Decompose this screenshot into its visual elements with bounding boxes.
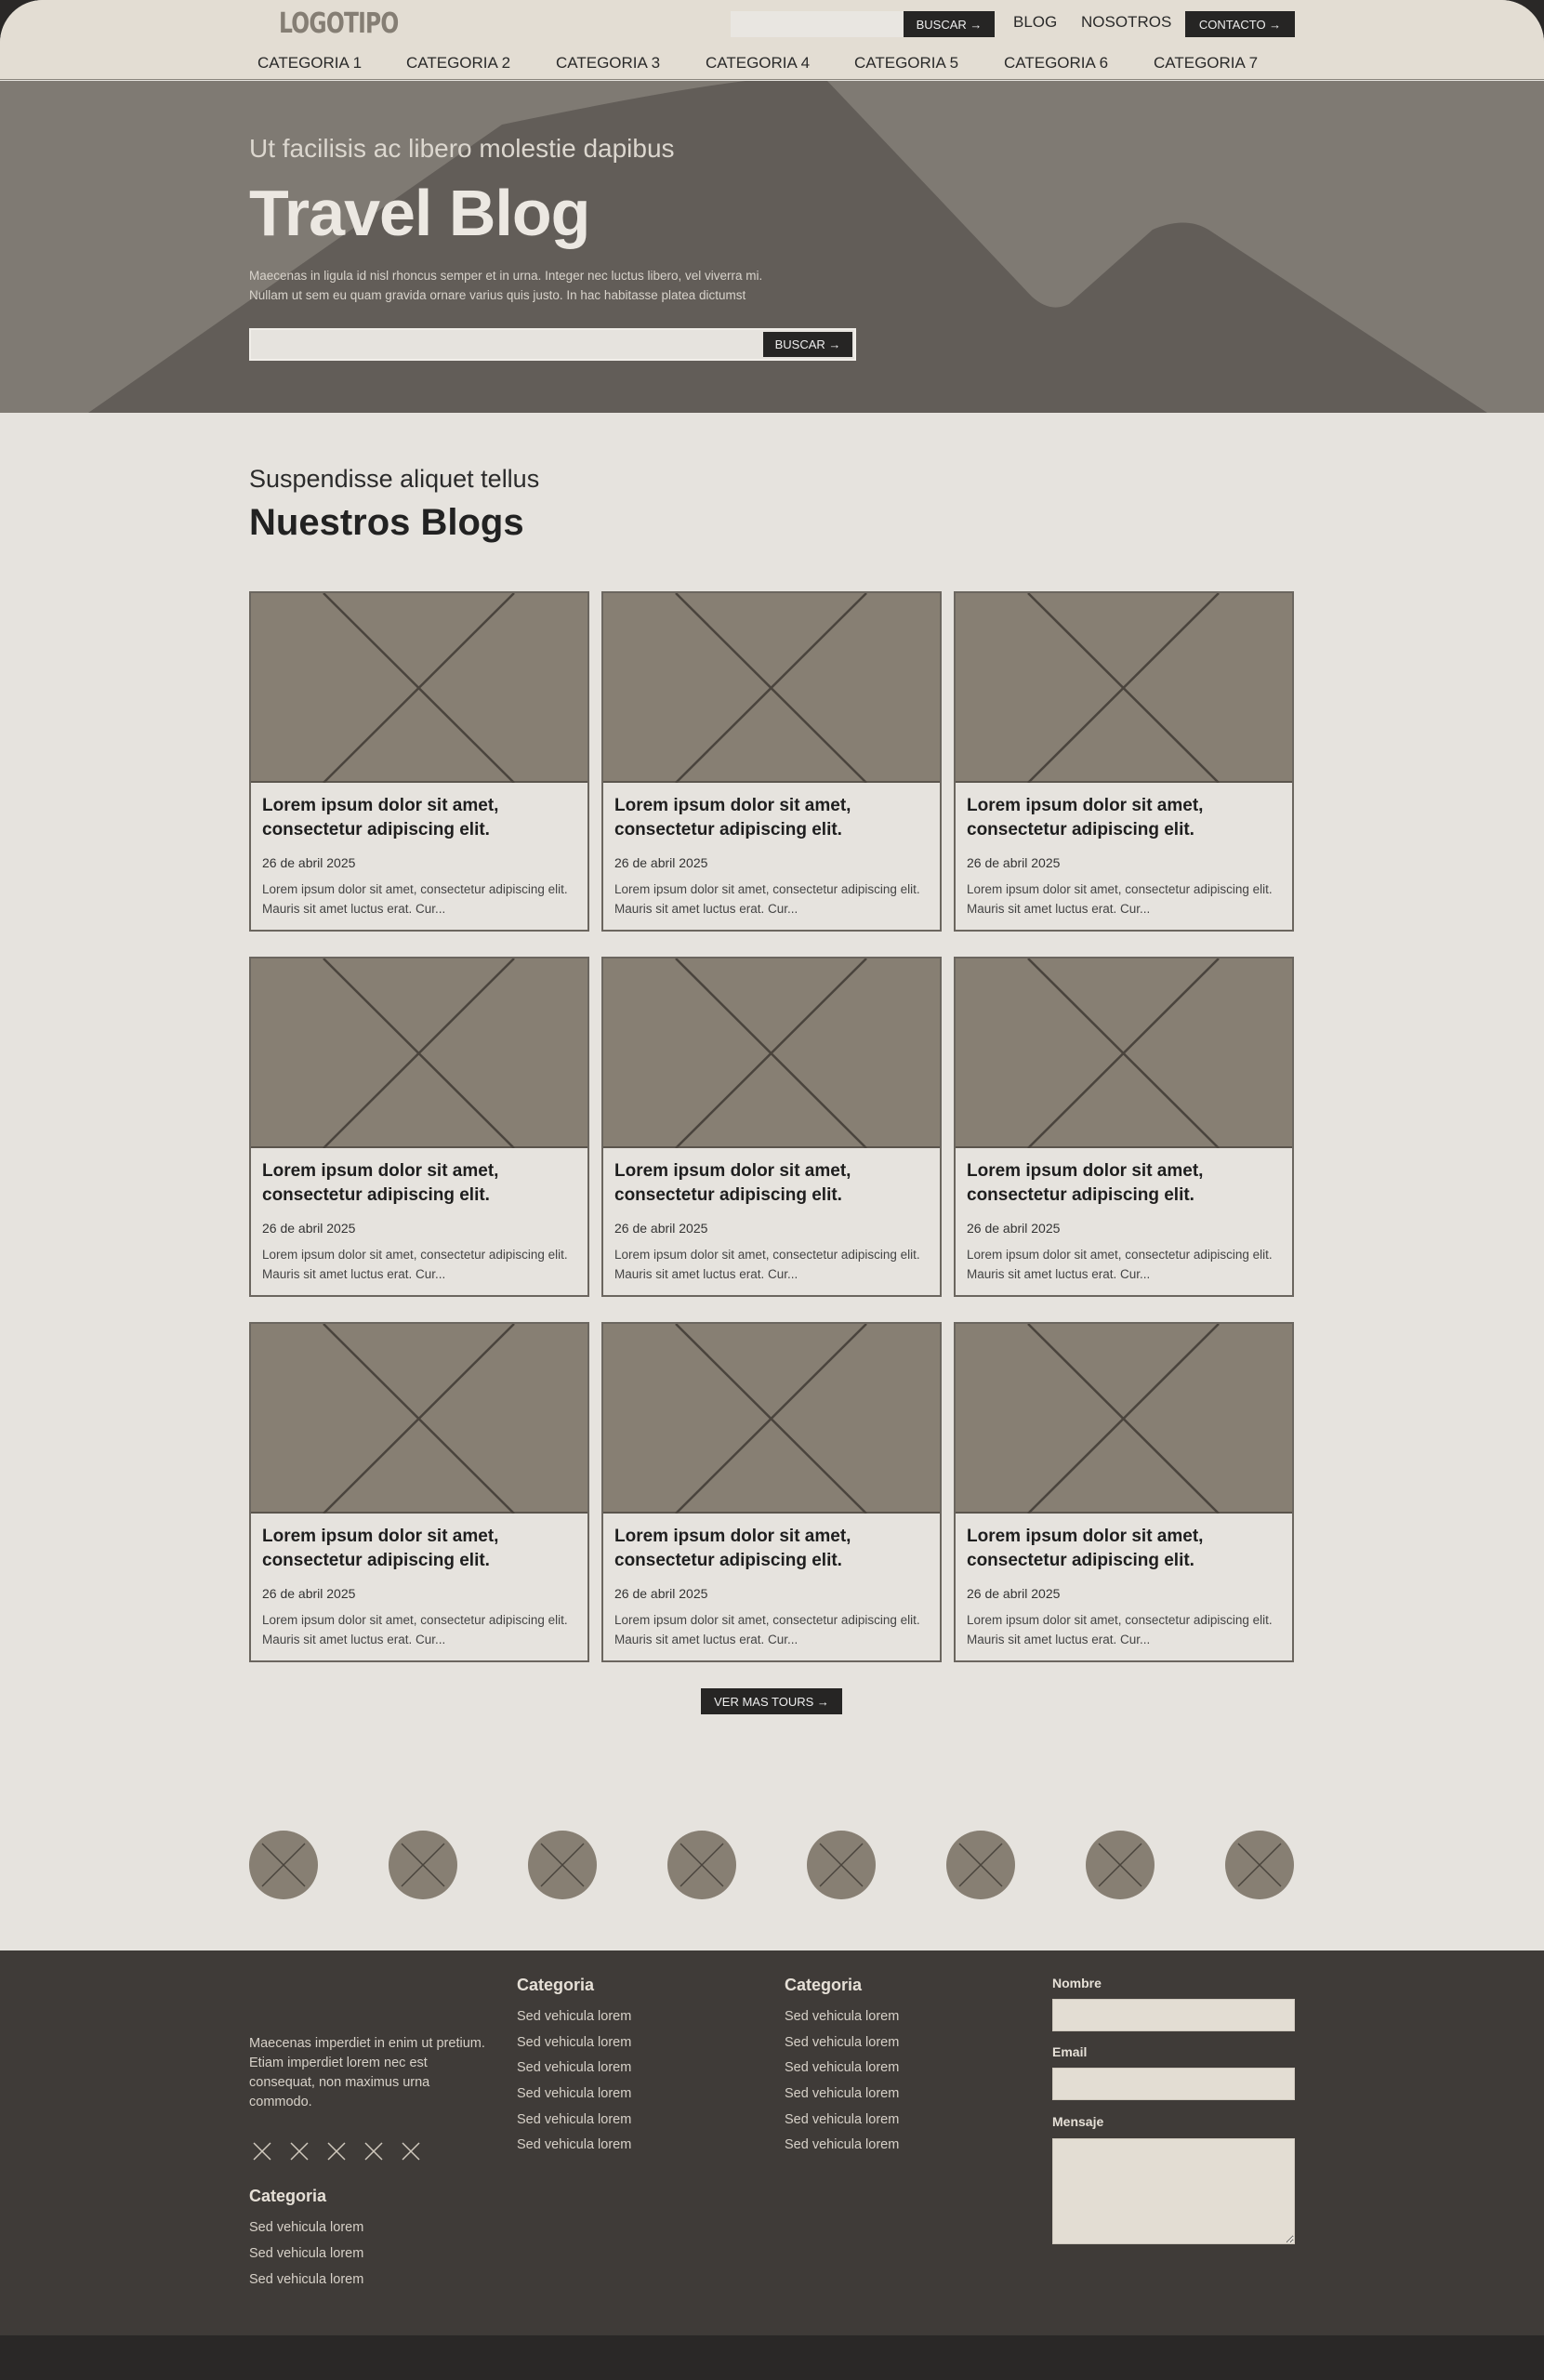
footer-link[interactable]: Sed vehicula lorem [785, 2086, 900, 2101]
card-date: 26 de abril 2025 [262, 1586, 356, 1601]
card-image-placeholder [603, 959, 940, 1148]
category-nav-1[interactable]: CATEGORIA 1 [257, 54, 363, 72]
card-excerpt: Lorem ipsum dolor sit amet, consectetur adipiscing elit. Mauris sit amet luctus erat. Cur... [614, 1248, 920, 1281]
card-excerpt: Lorem ipsum dolor sit amet, consectetur adipiscing elit. Mauris sit amet luctus erat. Cur... [614, 1613, 920, 1646]
hero-title: Travel Blog [249, 177, 590, 249]
footer-link[interactable]: Sed vehicula lorem [517, 2060, 632, 2075]
circle-image-placeholder[interactable] [528, 1831, 597, 1899]
card-title[interactable]: Lorem ipsum dolor sit amet, consectetur adipiscing elit. [614, 1161, 851, 1205]
card-image-placeholder [251, 593, 587, 783]
card-title[interactable]: Lorem ipsum dolor sit amet, consectetur adipiscing elit. [262, 1161, 499, 1205]
footer-link[interactable]: Sed vehicula lorem [785, 2112, 900, 2127]
category-nav-4[interactable]: CATEGORIA 4 [706, 54, 811, 72]
section-title: Nuestros Blogs [249, 502, 524, 543]
circle-image-placeholder[interactable] [389, 1831, 457, 1899]
social-icon[interactable] [251, 2140, 273, 2162]
social-icon[interactable] [325, 2140, 348, 2162]
category-nav-3[interactable]: CATEGORIA 3 [556, 54, 661, 72]
logo[interactable]: LOGOTIPO [279, 7, 399, 40]
card-title[interactable]: Lorem ipsum dolor sit amet, consectetur adipiscing elit. [262, 796, 499, 840]
footer-col3-title: Categoria [249, 2187, 327, 2205]
blog-card[interactable] [954, 591, 1294, 932]
footer [0, 1950, 1544, 2335]
card-excerpt: Lorem ipsum dolor sit amet, consectetur adipiscing elit. Mauris sit amet luctus erat. Cur... [614, 882, 920, 916]
footer-link[interactable]: Sed vehicula lorem [249, 2272, 364, 2287]
blog-card[interactable] [249, 957, 589, 1297]
header-search-button[interactable]: BUSCAR → [904, 11, 995, 37]
nav-nosotros[interactable]: NOSOTROS [1081, 13, 1172, 31]
blog-card[interactable] [249, 1322, 589, 1662]
contact-button[interactable]: CONTACTO → [1185, 11, 1295, 37]
card-date: 26 de abril 2025 [262, 1221, 356, 1236]
circle-image-placeholder[interactable] [667, 1831, 736, 1899]
header [0, 0, 1544, 80]
card-date: 26 de abril 2025 [967, 1586, 1061, 1601]
card-image-placeholder [956, 593, 1292, 783]
card-date: 26 de abril 2025 [967, 855, 1061, 870]
category-nav-2[interactable]: CATEGORIA 2 [406, 54, 511, 72]
blog-card[interactable] [954, 1322, 1294, 1662]
hero-search-button[interactable]: BUSCAR → [763, 332, 852, 357]
header-search [731, 11, 995, 37]
card-title[interactable]: Lorem ipsum dolor sit amet, consectetur adipiscing elit. [967, 796, 1204, 840]
card-image-placeholder [603, 593, 940, 783]
category-nav-5[interactable]: CATEGORIA 5 [854, 54, 959, 72]
social-icon[interactable] [288, 2140, 310, 2162]
blog-card[interactable] [601, 957, 942, 1297]
card-date: 26 de abril 2025 [614, 1586, 708, 1601]
card-excerpt: Lorem ipsum dolor sit amet, consectetur adipiscing elit. Mauris sit amet luctus erat. Cur... [967, 1248, 1273, 1281]
card-date: 26 de abril 2025 [614, 1221, 708, 1236]
section-subtitle: Suspendisse aliquet tellus [249, 465, 540, 493]
footer-col2-title: Categoria [785, 1976, 863, 1994]
card-image-placeholder [956, 959, 1292, 1148]
name-field[interactable] [1052, 1999, 1295, 2031]
card-image-placeholder [251, 959, 587, 1148]
circle-image-placeholder[interactable] [807, 1831, 876, 1899]
hero-search-input[interactable] [251, 330, 762, 359]
blog-card[interactable] [601, 591, 942, 932]
footer-link[interactable]: Sed vehicula lorem [785, 2137, 900, 2152]
header-search-input[interactable] [731, 11, 904, 37]
footer-link[interactable]: Sed vehicula lorem [517, 2086, 632, 2101]
nav-blog[interactable]: BLOG [1013, 13, 1058, 31]
circle-image-placeholder[interactable] [946, 1831, 1015, 1899]
message-label: Mensaje [1052, 2114, 1104, 2129]
footer-link[interactable]: Sed vehicula lorem [249, 2220, 364, 2235]
hero-banner [0, 81, 1544, 413]
footer-link[interactable]: Sed vehicula lorem [517, 2112, 632, 2127]
card-title[interactable]: Lorem ipsum dolor sit amet, consectetur adipiscing elit. [614, 1527, 851, 1570]
hero-subtitle: Ut facilisis ac libero molestie dapibus [249, 134, 675, 163]
category-nav-6[interactable]: CATEGORIA 6 [1004, 54, 1109, 72]
circle-image-placeholder[interactable] [1086, 1831, 1155, 1899]
card-image-placeholder [956, 1324, 1292, 1514]
social-icon[interactable] [400, 2140, 422, 2162]
footer-link[interactable]: Sed vehicula lorem [249, 2246, 364, 2261]
card-title[interactable]: Lorem ipsum dolor sit amet, consectetur adipiscing elit. [262, 1527, 499, 1570]
hero-search [249, 328, 856, 361]
social-icon[interactable] [363, 2140, 385, 2162]
circle-image-placeholder[interactable] [1225, 1831, 1294, 1899]
bottom-bar [0, 2335, 1544, 2380]
hero-text [249, 266, 881, 305]
email-field[interactable] [1052, 2068, 1295, 2100]
card-title[interactable]: Lorem ipsum dolor sit amet, consectetur adipiscing elit. [967, 1527, 1204, 1570]
circle-image-placeholder[interactable] [249, 1831, 318, 1899]
footer-link[interactable]: Sed vehicula lorem [517, 2009, 632, 2024]
footer-link[interactable]: Sed vehicula lorem [517, 2035, 632, 2050]
card-image-placeholder [603, 1324, 940, 1514]
blog-card[interactable] [601, 1322, 942, 1662]
name-label: Nombre [1052, 1976, 1102, 1990]
card-date: 26 de abril 2025 [967, 1221, 1061, 1236]
card-title[interactable]: Lorem ipsum dolor sit amet, consectetur adipiscing elit. [614, 796, 851, 840]
footer-link[interactable]: Sed vehicula lorem [785, 2060, 900, 2075]
message-field[interactable] [1052, 2138, 1295, 2244]
card-title[interactable]: Lorem ipsum dolor sit amet, consectetur adipiscing elit. [967, 1161, 1204, 1205]
card-excerpt: Lorem ipsum dolor sit amet, consectetur adipiscing elit. Mauris sit amet luctus erat. Cur... [967, 1613, 1273, 1646]
card-image-placeholder [251, 1324, 587, 1514]
footer-col1-title: Categoria [517, 1976, 595, 1994]
card-date: 26 de abril 2025 [262, 855, 356, 870]
card-excerpt: Lorem ipsum dolor sit amet, consectetur adipiscing elit. Mauris sit amet luctus erat. Cur... [967, 882, 1273, 916]
hero-text-line: Nullam ut sem eu quam gravida ornare varius quis justo. In hac habitasse platea dictumst [249, 288, 746, 302]
footer-link[interactable]: Sed vehicula lorem [517, 2137, 632, 2152]
card-excerpt: Lorem ipsum dolor sit amet, consectetur adipiscing elit. Mauris sit amet luctus erat. Cur... [262, 1613, 568, 1646]
footer-link[interactable]: Sed vehicula lorem [785, 2035, 900, 2050]
email-label: Email [1052, 2044, 1088, 2059]
footer-link[interactable]: Sed vehicula lorem [785, 2009, 900, 2024]
blog-card[interactable] [249, 591, 589, 932]
footer-about: Maecenas imperdiet in enim ut pretium. Etiam imperdiet lorem nec est consequat, non maximus urna commodo. [249, 2036, 485, 2109]
hero-mountains-graphic [0, 81, 1544, 413]
card-excerpt: Lorem ipsum dolor sit amet, consectetur adipiscing elit. Mauris sit amet luctus erat. Cur... [262, 882, 568, 916]
more-tours-button[interactable]: VER MAS TOURS → [701, 1688, 842, 1714]
category-nav-7[interactable]: CATEGORIA 7 [1154, 54, 1259, 72]
card-excerpt: Lorem ipsum dolor sit amet, consectetur adipiscing elit. Mauris sit amet luctus erat. Cur... [262, 1248, 568, 1281]
blog-card[interactable] [954, 957, 1294, 1297]
hero-text-line: Maecenas in ligula id nisl rhoncus semper et in urna. Integer nec luctus libero, vel viverra mi. [249, 269, 763, 283]
card-date: 26 de abril 2025 [614, 855, 708, 870]
